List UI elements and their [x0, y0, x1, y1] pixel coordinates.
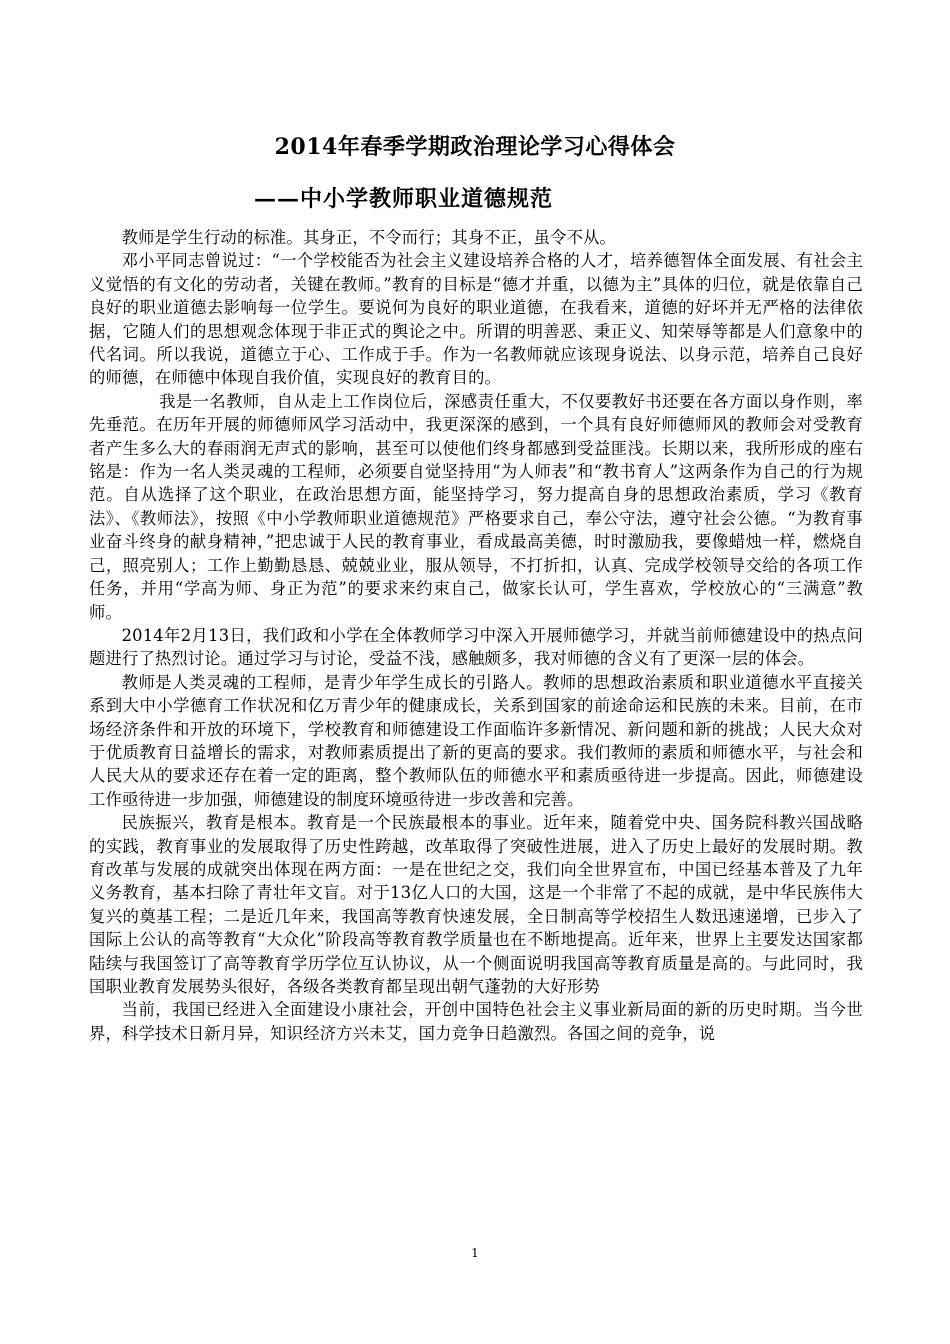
paragraph-2: 邓小平同志曾说过：“一个学校能否为社会主义建设培养合格的人才，培养德智体全面发展、有社会主义觉悟的有文化的劳动者，关键在教师。”教育的目标是“德才并重，以德为主”具体的归位，就是依靠自己良好的职业道德去影响每一位学生。要说何为良好的职业道德，在我看来，道德的好坏并无严格的法律依据，它随人们的思想观念体现于非正式的舆论之中。所谓的明善恶、秉正义、知荣辱等都是人们意象中的代名词。所以我说，道德立于心、工作成于手。作为一名教师就应该现身说法、以身示范，培养自己良好的师德，在师德中体现自我价值，实现良好的教育目的。 [89, 251, 863, 388]
paragraph-7: 当前，我国已经进入全面建设小康社会，开创中国特色社会主义事业新局面的新的历史时期。当今世界，科学技术日新月异，知识经济方兴未艾，国力竞争日趋激烈。各国之间的竞争，说 [89, 1000, 863, 1043]
paragraph-4: 2014年2月13日，我们政和小学在全体教师学习中深入开展师德学习，并就当前师德建设中的热点问题进行了热烈讨论。通过学习与讨论，受益不浅，感触颇多，我对师德的含义有了更深一层的体会。 [89, 625, 863, 669]
page-number: 1 [471, 1246, 479, 1260]
document-title: 2014年春季学期政治理论学习心得体会 [274, 134, 676, 160]
document-body [89, 226, 863, 1045]
paragraph-5: 教师是人类灵魂的工程师，是青少年学生成长的引路人。教师的思想政治素质和职业道德水平直接关系到大中小学德育工作状况和亿万青少年的健康成长，关系到国家的前途命运和民族的未来。目前，在市场经济条件和开放的环境下，学校教育和师德建设工作面临许多新情况、新问题和新的挑战；人民大众对于优质教育日益增长的需求，对教师素质提出了新的更高的要求。我们教师的素质和师德水平，与社会和人民大从的要求还存在着一定的距离，整个教师队伍的师德水平和素质亟待进一步提高。因此，师德建设工作亟待进一步加强，师德建设的制度环境亟待进一步改善和完善。 [89, 672, 863, 809]
document-subtitle: ——中小学教师职业道德规范 [254, 186, 554, 212]
paragraph-3: 我是一名教师，自从走上工作岗位后，深感责任重大，不仅要教好书还要在各方面以身作则，率先垂范。在历年开展的师德师风学习活动中，我更深深的感到，一个具有良好师德师风的教师会对受教育者产生多么大的春雨润无声式的影响，甚至可以使他们终身都感到受益匪浅。长期以来，我所形成的座右铭是：作为一名人类灵魂的工程师，必须要自觉坚持用“为人师表”和“教书育人”这两条作为自己的行为规范。自从选择了这个职业，在政治思想方面，能坚持学习，努力提高自身的思想政治素质，学习《教育法》、《教师法》，按照《中小学教师职业道德规范》严格要求自己，奉公守法，遵守社会公德。“为教育事业奋斗终身的献身精神，”把忠诚于人民的教育事业，看成最高美德，时时激励我，要像蜡烛一样，燃烧自己，照亮别人；工作上勤勤恳恳、兢兢业业，服从领导，不打折扣，认真、完成学校领导交给的各项工作任务，并用“学高为师、身正为范”的要求来约束自己，做家长认可，学生喜欢，学校放心的“三满意”教师。 [89, 391, 863, 622]
paragraph-6: 民族振兴，教育是根本。教育是一个民族最根本的事业。近年来，随着党中央、国务院科教兴国战略的实践，教育事业的发展取得了历史性跨越，改革取得了突破性进展，进入了历史上最好的发展时期。教育改革与发展的成就突出体现在两方面：一是在世纪之交，我们向全世界宣布，中国已经基本普及了九年义务教育，基本扫除了青壮年文盲。对于13亿人口的大国，这是一个非常了不起的成就，是中华民族伟大复兴的奠基工程；二是近几年来，我国高等教育快速发展，全日制高等学校招生人数迅速递增，已步入了国际上公认的高等教育“大众化”阶段高等教育教学质量也在不断地提高。近年来，世界上主要发达国家都陆续与我国签订了高等教育学历学位互认协议，从一个侧面说明我国高等教育质量是高的。与此同时，我国职业教育发展势头很好，各级各类教育都呈现出朝气蓬勃的大好形势 [89, 813, 863, 996]
paragraph-1: 教师是学生行动的标准。其身正，不令而行；其身不正，虽令不从。 [121, 228, 617, 247]
